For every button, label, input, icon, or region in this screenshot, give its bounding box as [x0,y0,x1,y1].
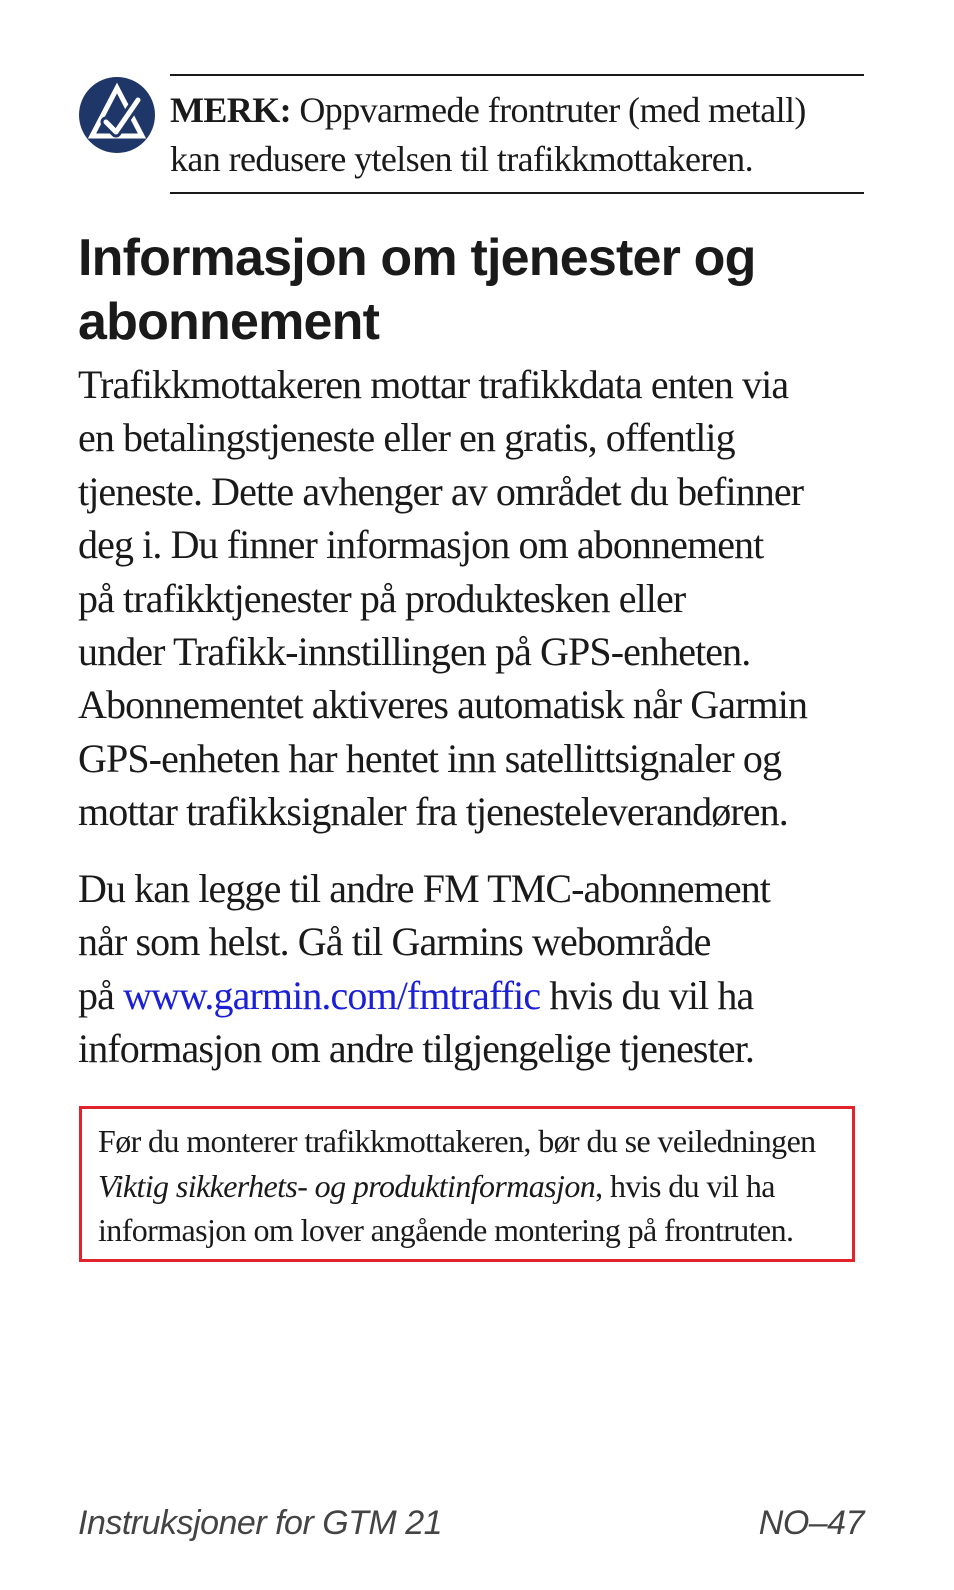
page-footer [78,1504,864,1554]
para1-line: på trafikktjenester på produktesken eller [78,575,686,621]
para2-line-2: når som helst. Gå til Garmins webområde [78,919,711,965]
section-heading [78,226,878,354]
section-heading-line-1: Informasjon om tjenester og [78,229,756,287]
footer-page-number: NO–47 [758,1504,864,1542]
para1-line: under Trafikk-innstillingen på GPS-enheten. [78,629,751,675]
para1-line: mottar trafikksignaler fra tjenesteleverandøren. [78,789,788,835]
para1-line: deg i. Du finner informasjon om abonnement [78,522,764,568]
note-block [78,74,864,184]
para2-line-4: informasjon om andre tilgjengelige tjenester. [78,1026,754,1072]
body-paragraph-2 [78,862,878,1076]
garmin-note-icon [78,76,156,154]
para1-line: tjeneste. Dette avhenger av området du befinner [78,468,804,514]
body-paragraph-1 [78,358,878,839]
warning-line-2-suffix: , hvis du vil ha [595,1167,775,1204]
para1-line: en betalingstjeneste eller en gratis, offentlig [78,415,735,461]
garmin-fmtraffic-link[interactable]: www.garmin.com/fmtraffic [123,972,541,1018]
note-text [170,86,864,184]
para2-line-3-prefix: på [78,972,124,1018]
warning-text [98,1119,836,1253]
note-text-frame [170,74,864,194]
warning-line-1: Før du monterer trafikkmottakeren, bør du se veiledningen [98,1123,816,1159]
note-label: MERK: [170,90,291,130]
para2-line-3-suffix: hvis du vil ha [540,972,754,1018]
warning-document-title: Viktig sikkerhets- og produktinformasjon [98,1167,596,1204]
footer-manual-title: Instruksjoner for GTM 21 [78,1504,443,1542]
note-line-1: Oppvarmede frontruter (med metall) [299,90,806,130]
para2-line-1: Du kan legge til andre FM TMC-abonnement [78,866,771,911]
warning-line-3: informasjon om lover angående montering på frontruten. [98,1212,794,1248]
warning-box [79,1106,855,1262]
section-heading-line-2: abonnement [78,293,380,351]
para1-line: GPS-enheten har hentet inn satellittsignaler og [78,735,782,781]
note-line-2: kan redusere ytelsen til trafikkmottakeren. [170,139,753,179]
para1-line: Trafikkmottakeren mottar trafikkdata enten via [78,362,789,407]
para1-line: Abonnementet aktiveres automatisk når Garmin [78,682,808,728]
